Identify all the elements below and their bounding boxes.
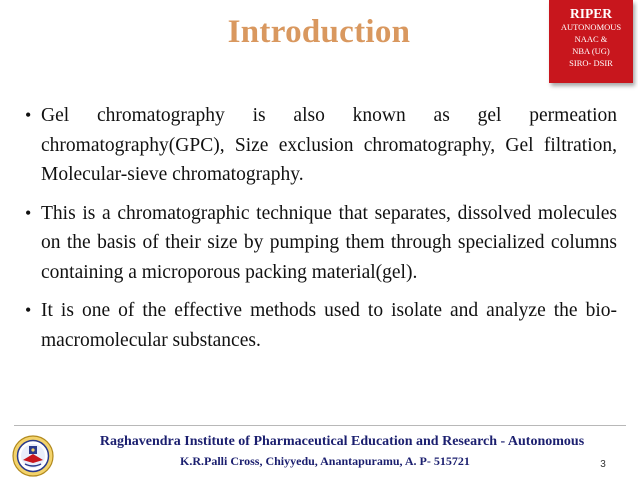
footer-divider [14, 425, 626, 426]
badge-line-siro: SIRO- DSIR [569, 58, 613, 68]
slide-title: Introduction [227, 14, 411, 50]
bullet-item [27, 199, 617, 288]
badge-line-nba: NBA (UG) [572, 46, 610, 56]
bullet-text: Gel chromatography is also known as gel permeation chromatography(GPC), Size exclusion chromatography, Gel filtration, Molecular-sieve chromatography. [41, 105, 617, 185]
institute-name: Raghavendra Institute of Pharmaceutical Education and Research - Autonomous [99, 434, 585, 449]
bullet-text: It is one of the effective methods used to isolate and analyze the bio-macromolecular substances. [41, 300, 617, 351]
institute-logo-icon [12, 435, 54, 477]
riper-badge [549, 0, 633, 83]
slide-footer [0, 419, 638, 478]
bullet-dot-icon: • [25, 202, 32, 223]
bullet-item [27, 101, 617, 190]
badge-line-autonomous: AUTONOMOUS [560, 22, 622, 32]
badge-title: RIPER [569, 6, 612, 21]
bullet-item [27, 296, 617, 355]
bullet-text: This is a chromatographic technique that separates, dissolved molecules on the basis of their size by pumping them through specialized columns containing a microporous packing material(gel). [41, 202, 617, 283]
bullet-dot-icon: • [25, 105, 32, 125]
institute-address: K.R.Palli Cross, Chiyyedu, Anantapuramu, A. P- 515721 [180, 454, 470, 468]
page-number: 3 [600, 459, 606, 470]
badge-line-naac: NAAC & [574, 34, 608, 44]
bullet-dot-icon: • [25, 300, 32, 320]
bullet-list [27, 101, 617, 355]
